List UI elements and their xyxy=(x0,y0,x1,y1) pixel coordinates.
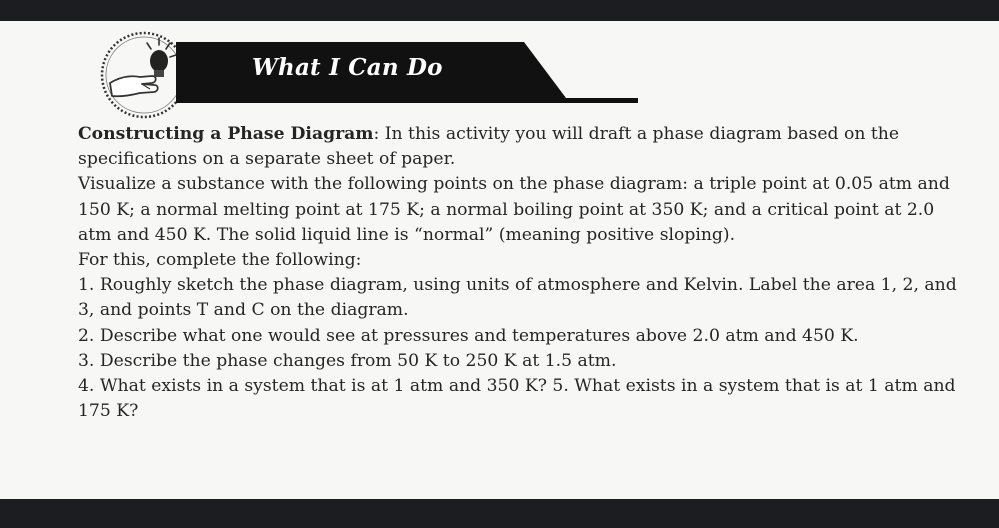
instruction-line: For this, complete the following: xyxy=(78,250,362,271)
worksheet-page xyxy=(0,21,999,499)
question-4-5: 4. What exists in a system that is at 1 atm and 350 K? 5. What exists in a system that is at 1 atm and 175 K? xyxy=(78,376,956,422)
activity-text xyxy=(78,122,958,424)
question-2: 2. Describe what one would see at pressures and temperatures above 2.0 atm and 450 K. xyxy=(78,325,859,346)
activity-lead-label: Constructing a Phase Diagram xyxy=(78,124,374,144)
scenario-paragraph: Visualize a substance with the following points on the phase diagram: a triple point at 0.05 atm and 150 K; a normal melting point at 175 K; a normal boiling point at 350 K; and a critical point at 2.0 atm and 450 K. The solid liquid line is “normal” (meaning positive sloping). xyxy=(78,174,950,245)
activity-intro: : In this activity you will draft a phase diagram based on the specifications on a separate sheet of paper. xyxy=(78,124,900,170)
question-1: 1. Roughly sketch the phase diagram, using units of atmosphere and Kelvin. Label the area 1, 2, and 3, and points T and C on the diagram. xyxy=(78,275,957,321)
section-title: What I Can Do xyxy=(252,54,443,81)
question-3: 3. Describe the phase changes from 50 K to 250 K at 1.5 atm. xyxy=(78,350,617,371)
bottom-dark-border xyxy=(0,499,999,528)
intro-paragraph xyxy=(78,122,958,172)
top-dark-border xyxy=(0,0,999,21)
